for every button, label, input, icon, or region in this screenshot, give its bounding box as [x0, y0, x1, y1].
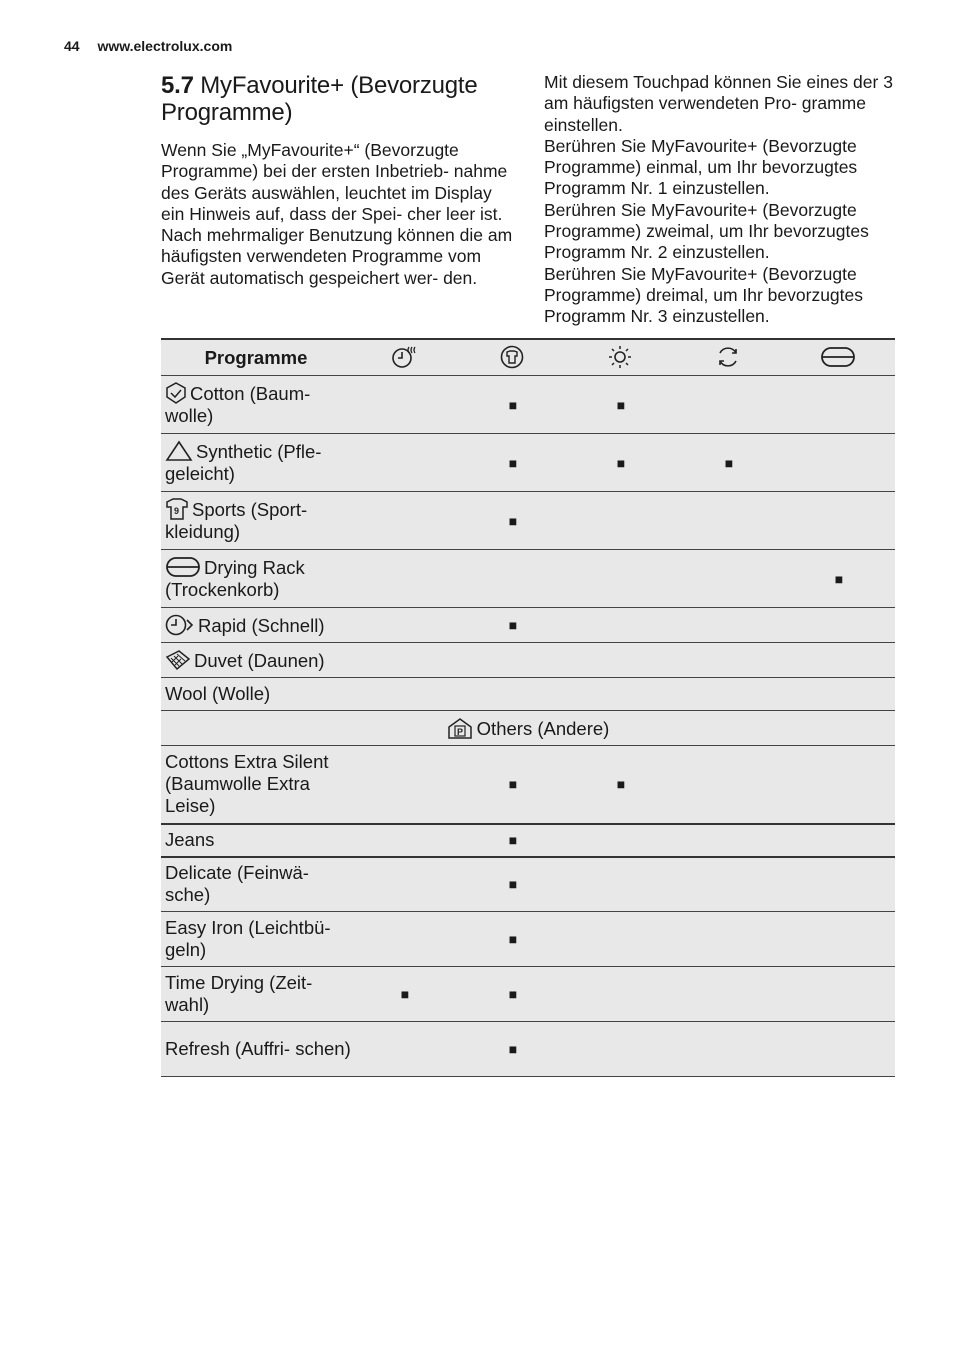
table-row: [161, 857, 895, 912]
right-paragraph-2: Berühren Sie MyFavourite+ (Bevorzugte Programme) einmal, um Ihr bevorzugtes Programm Nr. 1 einzustellen.: [544, 135, 858, 199]
mark-cell: [351, 678, 459, 711]
mark-cell: [567, 492, 675, 550]
mark-cell: [783, 1022, 895, 1077]
mark-cell: [459, 550, 567, 608]
row-label: Cottons Extra Silent (Baumwolle Extra Leise): [165, 751, 329, 817]
mark-cell: [783, 608, 895, 643]
drying-rack-icon: [820, 345, 856, 369]
mark-cell: [351, 1022, 459, 1077]
mark-cell: [783, 376, 895, 434]
mark-cell: [675, 376, 783, 434]
refresh-icon: [715, 345, 741, 369]
mark-cell: [675, 550, 783, 608]
table-row: [161, 1022, 895, 1077]
mark-cell: ■: [508, 1041, 518, 1057]
table-row: [161, 746, 895, 824]
mark-cell: [675, 1022, 783, 1077]
mark-cell: ■: [508, 617, 518, 633]
mark-cell: [459, 678, 567, 711]
row-label: Wool (Wolle): [165, 683, 271, 704]
section-title: [161, 72, 513, 126]
row-label: Cotton (Baum- wolle): [165, 383, 311, 426]
mark-cell: [351, 550, 459, 608]
time-drying-icon: [391, 345, 417, 369]
mark-cell: [783, 434, 895, 492]
row-label: Refresh (Auffri- schen): [165, 1038, 351, 1059]
left-paragraph-1: Wenn Sie „MyFavourite+“ (Bevorzugte Programme) bei der ersten Inbetrieb- nahme des Geräts auswählen, leuchtet im Display ein Hinweis auf, dass der Spei- cher leer ist.: [161, 140, 508, 224]
others-section-row: [161, 711, 895, 746]
table-row: [161, 643, 895, 678]
right-column: [544, 72, 894, 328]
right-paragraph-1: Mit diesem Touchpad können Sie eines der 3 am häufigsten verwendeten Pro- gramme einstellen.: [544, 72, 893, 135]
mark-cell: ■: [508, 986, 518, 1002]
mark-cell: [675, 857, 783, 912]
section-number: 5.7: [161, 72, 194, 99]
mark-cell: [567, 550, 675, 608]
mark-cell: [351, 608, 459, 643]
mark-cell: [351, 643, 459, 678]
section-title-text: MyFavourite+ (Bevorzugte Programme): [161, 72, 478, 126]
mark-cell: ■: [616, 454, 626, 471]
mark-cell: [351, 857, 459, 912]
mark-cell: ■: [508, 876, 518, 893]
mark-cell: [783, 857, 895, 912]
mark-cell: [351, 492, 459, 550]
sun-icon: [608, 345, 632, 369]
table-row: [161, 824, 895, 857]
mark-cell: [675, 912, 783, 967]
mark-cell: [783, 678, 895, 711]
page-header: [64, 38, 232, 54]
website-url: www.electrolux.com: [97, 38, 233, 54]
mark-cell: ■: [616, 396, 626, 413]
mark-cell: [567, 857, 675, 912]
mark-cell: [567, 912, 675, 967]
row-label: Easy Iron (Leichtbü- geln): [165, 917, 331, 960]
table-row: [161, 550, 895, 608]
mark-cell: [783, 912, 895, 967]
table-row: [161, 912, 895, 967]
row-label: Drying Rack (Trockenkorb): [165, 557, 305, 600]
mark-cell: [783, 746, 895, 824]
row-label: Jeans: [165, 829, 215, 850]
table-header-row: [161, 339, 895, 376]
mark-cell: ■: [508, 931, 518, 947]
mark-cell: ■: [400, 986, 410, 1002]
mark-cell: ■: [508, 454, 518, 471]
sports-shirt-icon: [500, 345, 524, 369]
mark-cell: ■: [616, 776, 626, 793]
programme-table: [161, 338, 895, 1077]
row-label: Delicate (Feinwä- sche): [165, 862, 309, 906]
page-number: 44: [64, 38, 80, 54]
table-row: [161, 678, 895, 711]
mark-cell: [567, 967, 675, 1022]
mark-cell: [459, 643, 567, 678]
row-label: Sports (Sport- kleidung): [165, 499, 308, 542]
mark-cell: [783, 824, 895, 857]
table-row: [161, 434, 895, 492]
left-paragraph-2: Nach mehrmaliger Benutzung können die am häufigsten verwendeten Programme vom Gerät automatisch gespeichert wer- den.: [161, 225, 513, 288]
mark-cell: [675, 746, 783, 824]
mark-cell: [567, 824, 675, 857]
mark-cell: ■: [508, 776, 518, 793]
table-row: [161, 376, 895, 434]
duvet-icon: [165, 649, 191, 671]
table-row: [161, 967, 895, 1022]
mark-cell: [567, 678, 675, 711]
right-paragraph-4: Berühren Sie MyFavourite+ (Bevorzugte Programme) dreimal, um Ihr bevorzugtes Programm Nr. 3 einzustellen.: [544, 263, 863, 327]
mark-cell: [351, 912, 459, 967]
mark-cell: [783, 643, 895, 678]
others-label: Others (Andere): [476, 717, 610, 739]
row-label: Time Drying (Zeit- wahl): [165, 972, 313, 1015]
rapid-icon: [165, 614, 195, 636]
mark-cell: [567, 608, 675, 643]
mark-cell: [675, 678, 783, 711]
mark-cell: [351, 434, 459, 492]
synthetic-icon: [165, 440, 193, 462]
mark-cell: ■: [508, 512, 518, 529]
svg-text:P: P: [456, 726, 463, 737]
mark-cell: ■: [508, 396, 518, 413]
table-row: [161, 492, 895, 550]
mark-cell: [675, 824, 783, 857]
mark-cell: [675, 967, 783, 1022]
mark-cell: ■: [724, 454, 734, 471]
mark-cell: [675, 643, 783, 678]
cotton-icon: [165, 382, 187, 404]
mark-cell: [351, 376, 459, 434]
mark-cell: [783, 492, 895, 550]
mark-cell: [567, 1022, 675, 1077]
mark-cell: ■: [508, 832, 518, 848]
svg-text:9: 9: [174, 506, 180, 516]
mark-cell: [567, 643, 675, 678]
mark-cell: ■: [834, 570, 844, 587]
mark-cell: [351, 824, 459, 857]
row-label: Synthetic (Pfle- geleicht): [165, 441, 322, 484]
right-paragraph-3: Berühren Sie MyFavourite+ (Bevorzugte Programme) zweimal, um Ihr bevorzugtes Programm Nr. 2 einzustellen.: [544, 199, 869, 263]
others-house-icon: [447, 717, 473, 739]
drying-rack-icon: [165, 556, 201, 578]
left-column: [161, 72, 513, 289]
row-label: Rapid (Schnell): [198, 614, 325, 636]
mark-cell: [351, 746, 459, 824]
programme-header: Programme: [204, 346, 308, 368]
mark-cell: [675, 492, 783, 550]
sports-icon: [165, 498, 189, 520]
row-label: Duvet (Daunen): [194, 649, 325, 671]
mark-cell: [783, 967, 895, 1022]
mark-cell: [675, 608, 783, 643]
table-row: [161, 608, 895, 643]
